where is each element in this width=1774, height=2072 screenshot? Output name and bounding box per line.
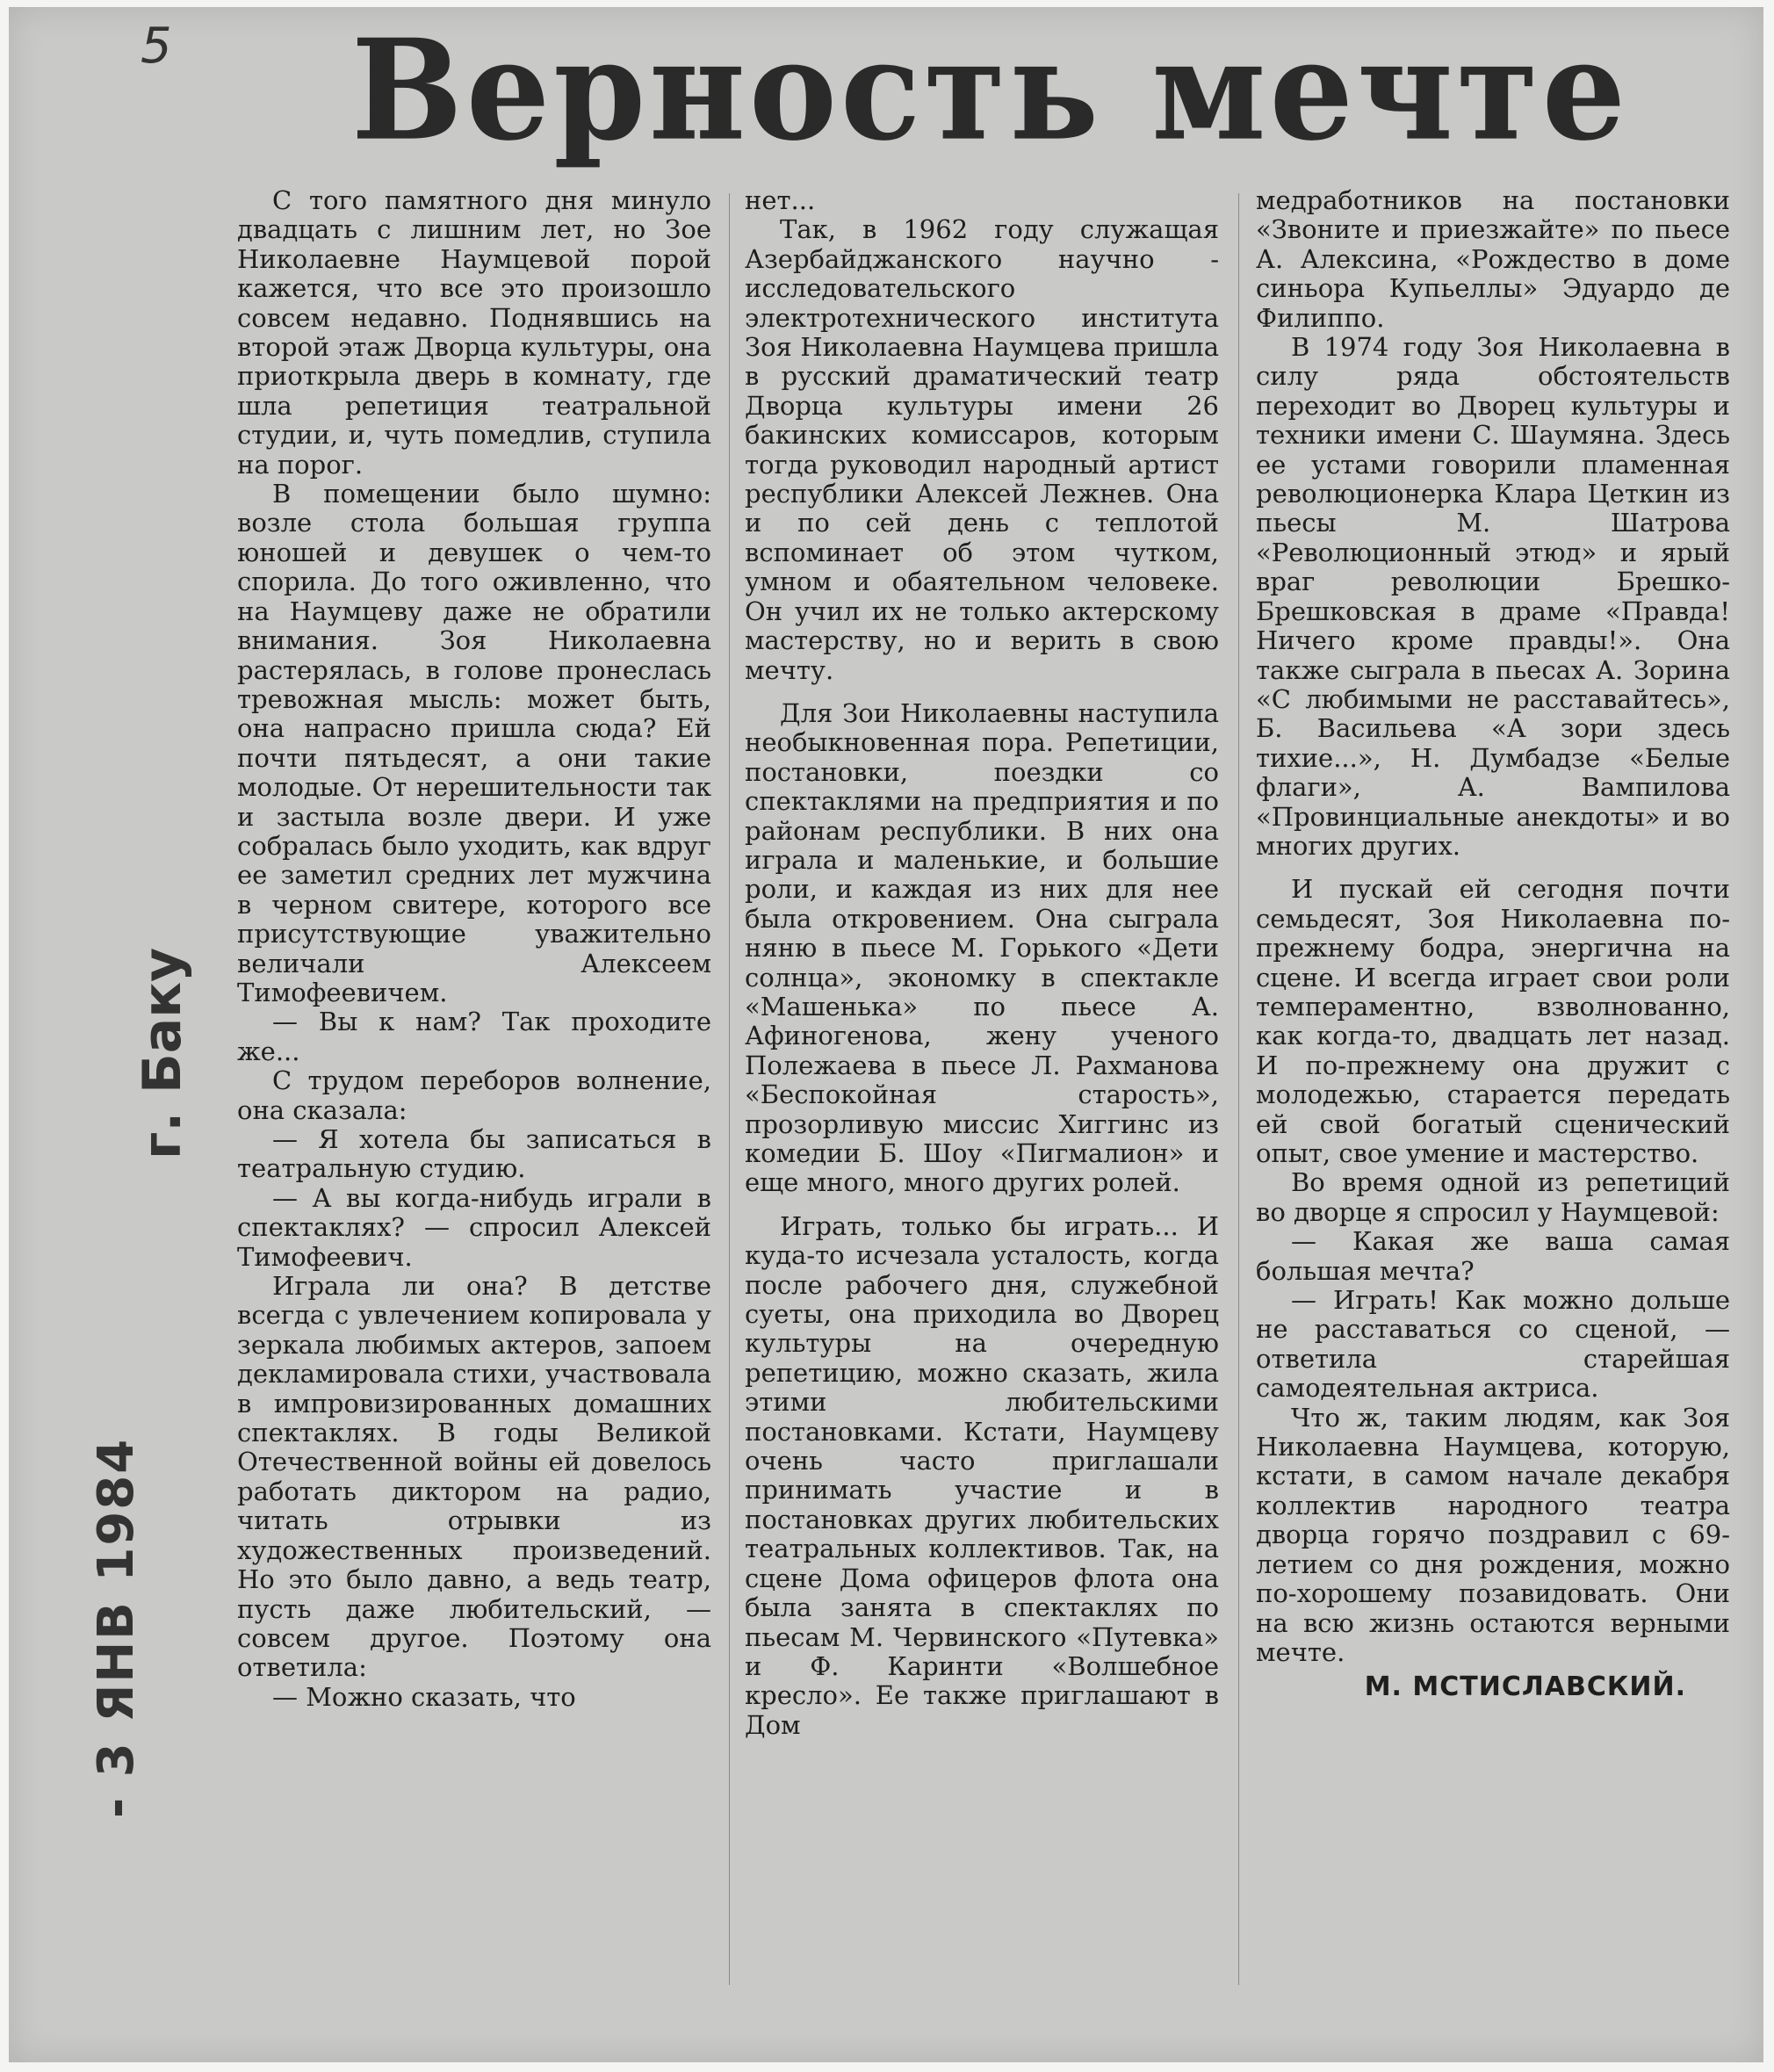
paragraph: — Вы к нам? Так проходите же... bbox=[237, 1007, 711, 1066]
stamp-city: г. Баку bbox=[132, 947, 193, 1159]
paragraph: Что ж, таким людям, как Зоя Николаевна Наумцева, которую, кстати, в самом начале декабря коллектив народного театра дворца горячо поздравил с 69-летием со дня рождения, можно по-хорошему позавидовать. Они на всю жизнь остаются верными мечте. bbox=[1256, 1402, 1730, 1667]
paragraph: В 1974 году Зоя Николаевна в силу ряда обстоятельств переходит во Дворец культуры и техники имени С. Шаумяна. Здесь ее устами говорили пламенная революционерка Клара Цеткин из пьесы М. Шатрова «Революционный этюд» и ярый враг революции Брешко-Брешковская в драме «Правда! Ничего кроме правды!». Она также сыграла в пьесах А. Зорина «С любимыми не расставайтесь», Б. Васильева «А зори здесь тихие...», Н. Думбадзе «Белые флаги», А. Вампилова «Провинциальные анекдоты» и во многих других. bbox=[1256, 332, 1730, 861]
column-divider bbox=[1238, 193, 1239, 1985]
paragraph: И пускай ей сегодня почти семьдесят, Зоя Николаевна по-прежнему бодра, энергична на сцене. И всегда играет свои роли темпераментно, взволнованно, как когда-то, двадцать лет назад. И по-прежнему она дружит с молодежью, старается передать ей свой богатый сценический опыт, свое умение и мастерство. bbox=[1256, 874, 1730, 1168]
paragraph: нет... bbox=[745, 185, 816, 215]
paragraph: В помещении было шумно: возле стола большая группа юношей и девушек о чем-то спорила. До того оживленно, что на Наумцеву даже не обратили внимания. Зоя Николаевна растерялась, в голове пронеслась тревожная мысль: может быть, она напрасно пришла сюда? Ей почти пятьдесят, а они такие молодые. От нерешительности так и застыла возле двери. И уже собралась было уходить, как вдруг ее заметил средних лет мужчина в черном свитере, которого все присутствующие уважительно величали Алексеем Тимофеевичем. bbox=[237, 479, 711, 1007]
author-signature: М. МСТИСЛАВСКИЙ. bbox=[1364, 1671, 1686, 1703]
paragraph: С трудом переборов волнение, она сказала: bbox=[237, 1065, 711, 1125]
paragraph: — А вы когда-нибудь играли в спектаклях? — спросил Алексей Тимофеевич. bbox=[237, 1182, 711, 1272]
paragraph: — Я хотела бы записаться в театральную студию. bbox=[237, 1124, 711, 1184]
paragraph: Так, в 1962 году служащая Азербайджанского научно - исследовательского электротехнического института Зоя Николаевна Наумцева пришла в русский драматический театр Дворца культуры имени 26 бакинских комиссаров, которым тогда руководил народный артист республики Алексей Лежнев. Она и по сей день с теплотой вспоминает об этом чутком, умном и обаятельном человеке. Он учил их не только актерскому мастерству, но и верить в свою мечту. bbox=[745, 214, 1219, 685]
paragraph: Для Зои Николаевны наступила необыкновенная пора. Репетиции, постановки, поездки со спектаклями на предприятия и по районам республики. В них она играла и маленькие, и большие роли, и каждая из них для нее была откровением. Она сыграла няню в пьесе М. Горького «Дети солнца», экономку в спектакле «Машенька» по пьесе А. Афиногенова, жену ученого Полежаева в пьесе Л. Рахманова «Беспокойная старость», прозорливую миссис Хиггинс из комедии Б. Шоу «Пигмалион» и еще много, много других ролей. bbox=[745, 697, 1219, 1198]
paragraph: Во время одной из репетиций во дворце я спросил у Наумцевой: bbox=[1256, 1167, 1730, 1227]
article-column-2 bbox=[745, 186, 1219, 1740]
paragraph: С того памятного дня минуло двадцать с лишним лет, но Зое Николаевне Наумцевой порой кажется, что все это произошло совсем недавно. Поднявшись на второй этаж Дворца культуры, она приоткрыла дверь в комнату, где шла репетиция театральной студии, и, чуть помедлив, ступила на порог. bbox=[237, 185, 711, 480]
paragraph: Играла ли она? В детстве всегда с увлечением копировала у зеркала любимых актеров, запоем декламировала стихи, участвовала в импровизированных домашних спектаклях. В годы Великой Отечественной войны ей довелось работать диктором на радио, читать отрывки из художественных произведений. Но это было давно, а ведь театр, пусть даже любительский, — совсем другое. Поэтому она ответила: bbox=[237, 1271, 711, 1683]
article-column-3 bbox=[1256, 186, 1730, 1702]
article-column-1 bbox=[237, 186, 711, 1712]
paragraph: медработников на постановки «Звоните и приезжайте» по пьесе А. Алексина, «Рождество в доме синьора Купьеллы» Эдуардо де Филиппо. bbox=[1256, 185, 1730, 333]
stamp-date: - 3 ЯНВ 1984 bbox=[88, 1437, 145, 1818]
paragraph: — Какая же ваша самая большая мечта? bbox=[1256, 1226, 1730, 1286]
column-divider bbox=[729, 193, 730, 1985]
article-headline: Верность мечте bbox=[351, 9, 1630, 172]
paragraph: — Можно сказать, что bbox=[272, 1681, 576, 1712]
paragraph: Играть, только бы играть... И куда-то исчезала усталость, когда после рабочего дня, служебной суеты, она приходила во Дворец культуры на очередную репетицию, можно сказать, жила этими любительскими постановками. Кстати, Наумцеву очень часто приглашали принимать участие и в постановках других любительских театральных коллективов. Так, на сцене Дома офицеров флота она была занята в спектаклях по пьесам М. Червинского «Путевка» и Ф. Каринти «Волшебное кресло». Ее также приглашают в Дом bbox=[745, 1210, 1219, 1740]
paragraph: — Играть! Как можно дольше не расставаться со сценой, — ответила старейшая самодеятельная актриса. bbox=[1256, 1285, 1730, 1404]
handwritten-page-number: 5 bbox=[141, 18, 172, 75]
date-stamp bbox=[19, 905, 193, 1818]
